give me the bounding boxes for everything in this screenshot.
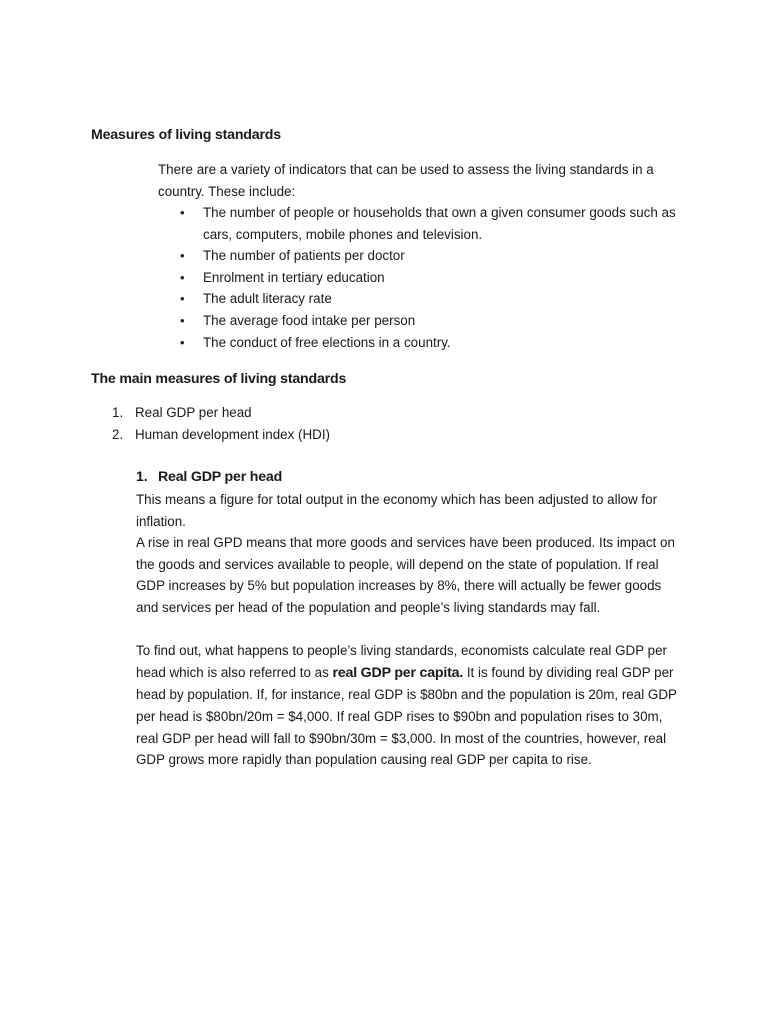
list-item-text: Human development index (HDI) [135, 426, 330, 442]
list-number: 2. [112, 426, 124, 442]
key-term: real GDP per capita. [332, 664, 464, 681]
paragraph-gdp-per-capita [136, 640, 681, 771]
list-item [180, 267, 680, 289]
list-item-text: The conduct of free elections in a country. [203, 334, 451, 350]
paragraph-definition: This means a figure for total output in the economy which has been adjusted to allow for inflation. [136, 492, 658, 529]
list-item-text: The adult literacy rate [203, 291, 332, 307]
section-number: 1. [136, 469, 148, 485]
bullet-icon: • [180, 312, 185, 328]
paragraph-text: To find out, what happens to people’s living standards, economists calculate real GDP per head which is also referred to as [136, 643, 667, 680]
bullet-icon: • [180, 205, 185, 220]
list-item-text: The average food intake per person [203, 312, 416, 328]
list-item-text: Enrolment in tertiary education [203, 269, 385, 285]
paragraph-rise-in-real-gdp: A rise in real GPD means that more goods and services have been produced. Its impact on the goods and services available to people, will depend on the state of population. If real GDP increases by 5% but population increases by 8%, there will actually be fewer goods and services per head of the population and people’s living standards may fall. [136, 535, 675, 615]
list-number: 1. [112, 405, 124, 420]
list-item [180, 310, 680, 332]
main-measures-list [112, 402, 512, 445]
bullet-icon: • [180, 291, 185, 307]
list-item-text: The number of people or households that own a given consumer goods such as cars, computers, mobile phones and television. [203, 205, 676, 242]
section-body [136, 489, 681, 771]
list-item [180, 245, 680, 267]
list-item [180, 288, 680, 310]
list-item [112, 402, 512, 424]
list-item [180, 332, 680, 354]
paragraph-text: It is found by dividing real GDP per head by population. If, for instance, real GDP is $80bn and the population is 20m, real GDP per head is $80bn/20m = $4,000. If real GDP rises to $90bn and population rises to 30m, real GDP per head will fall to $90bn/30m = $3,000. In most of the countries, however, real GDP grows more rapidly than population causing real GDP per capita to rise. [136, 664, 677, 768]
list-item-text: Real GDP per head [135, 405, 252, 420]
heading-main-measures: The main measures of living standards [91, 371, 347, 387]
intro-paragraph: There are a variety of indicators that can be used to assess the living standards in a country. These include: [158, 162, 654, 199]
section-title: Real GDP per head [158, 469, 283, 485]
heading-measures-of-living-standards: Measures of living standards [91, 127, 281, 143]
list-item [180, 202, 680, 245]
bullet-icon: • [180, 269, 185, 285]
section-heading-real-gdp-per-head [136, 467, 282, 487]
list-item [112, 424, 512, 446]
indicators-list [180, 202, 680, 353]
list-item-text: The number of patients per doctor [203, 248, 405, 264]
bullet-icon: • [180, 248, 185, 264]
bullet-icon: • [180, 334, 185, 350]
